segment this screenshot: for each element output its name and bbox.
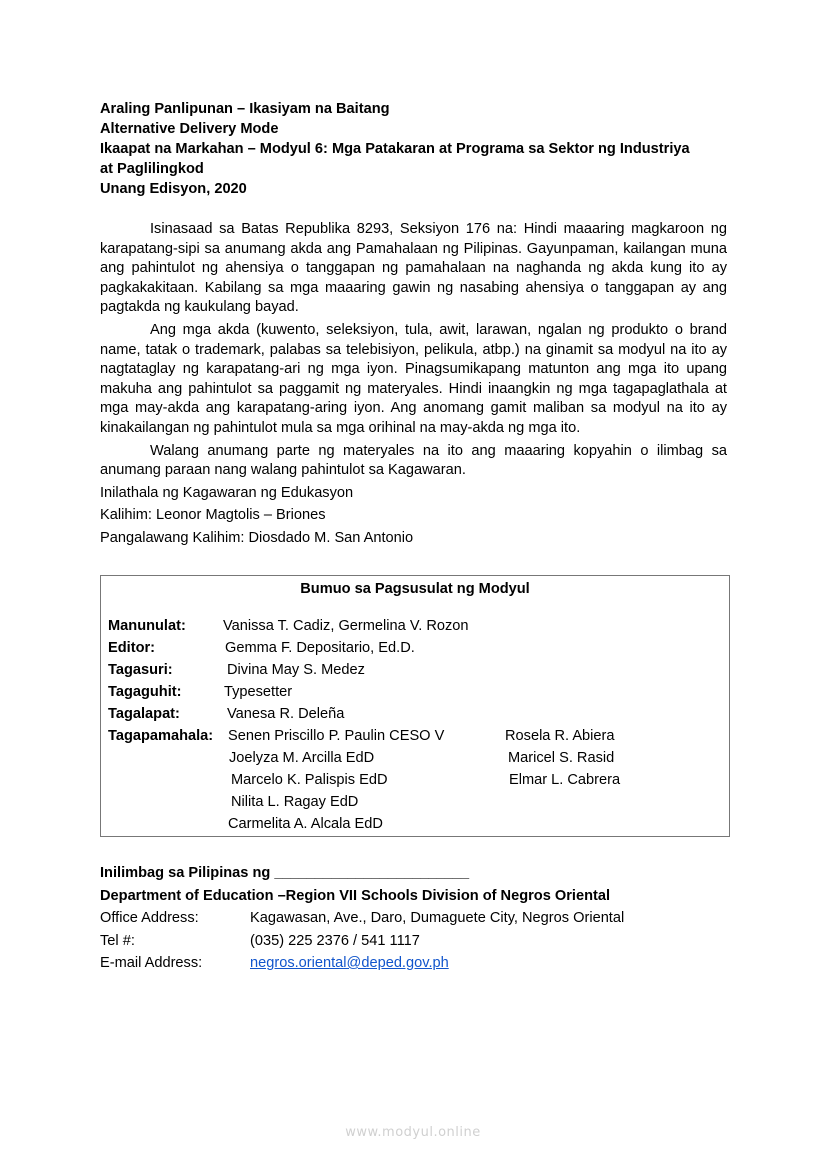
email-link[interactable]: negros.oriental@deped.gov.ph bbox=[250, 955, 449, 971]
document-body bbox=[100, 99, 727, 549]
manager-name: Joelyza M. Arcilla EdD bbox=[229, 750, 375, 766]
credit-label: Tagapamahala: bbox=[108, 728, 214, 744]
watermark: www.modyul.online bbox=[345, 1125, 481, 1140]
delivery-mode: Alternative Delivery Mode bbox=[100, 121, 279, 137]
manager-name: Nilita L. Ragay EdD bbox=[231, 794, 359, 810]
module-title: Ikaapat na Markahan – Modyul 6: Mga Patakaran at Programa sa Sektor ng Industriya bbox=[100, 141, 690, 157]
credit-value: Gemma F. Depositario, Ed.D. bbox=[225, 640, 415, 656]
manager-name: Elmar L. Cabrera bbox=[509, 772, 621, 788]
undersecretary-line: Pangalawang Kalihim: Diosdado M. San Antonio bbox=[100, 529, 414, 546]
credit-label: Tagaguhit: bbox=[108, 684, 182, 700]
manager-name: Rosela R. Abiera bbox=[505, 728, 615, 744]
credits-box bbox=[100, 575, 730, 837]
credit-label: Tagasuri: bbox=[108, 662, 173, 678]
module-title-cont: at Paglilingkod bbox=[100, 161, 204, 177]
managers-column-2 bbox=[505, 726, 620, 792]
email-row bbox=[100, 952, 740, 975]
manager-name: Marcelo K. Palispis EdD bbox=[231, 772, 388, 788]
printed-in-line: Inilimbag sa Pilipinas ng ________________________ bbox=[100, 865, 470, 881]
edition: Unang Edisyon, 2020 bbox=[100, 181, 247, 197]
secretary-line: Kalihim: Leonor Magtolis – Briones bbox=[100, 507, 326, 524]
copyright-paragraph: Isinasaad sa Batas Republika 8293, Seksiyon 176 na: Hindi maaaring magkaroon ng karapatang-sipi sa anumang akda ang Pamahalaan ng Pilipinas. Gayunpaman, kailangan muna ang pahintulot ng ahensiya o tanggapan ng pamahalaan na naghanda ng akda kung ito ay pagkakakitaan. Kabilang sa mga maaaring gawin ng nasabing ahensiya o tanggapan ay ang pagtakda ng kaukulang bayad. bbox=[100, 221, 727, 316]
credit-value: Vanesa R. Deleña bbox=[227, 706, 345, 722]
department-line: Department of Education –Region VII Schools Division of Negros Oriental bbox=[100, 887, 611, 904]
credits-title: Bumuo sa Pagsusulat ng Modyul bbox=[300, 581, 530, 597]
email-label: E-mail Address: bbox=[100, 955, 203, 971]
tel-label: Tel #: bbox=[100, 932, 135, 949]
office-address-value: Kagawasan, Ave., Daro, Dumaguete City, Negros Oriental bbox=[250, 910, 625, 926]
office-address-row bbox=[100, 907, 740, 930]
credit-value: Senen Priscillo P. Paulin CESO V bbox=[228, 728, 445, 744]
credit-label: Editor: bbox=[108, 640, 156, 656]
publisher-line: Inilathala ng Kagawaran ng Edukasyon bbox=[100, 484, 354, 501]
tel-row bbox=[100, 930, 740, 953]
reproduction-paragraph: Walang anumang parte ng materyales na ito ang maaaring kopyahin o ilimbag sa anumang paraan nang walang pahintulot sa Kagawaran. bbox=[100, 442, 727, 479]
publisher-info bbox=[100, 862, 740, 975]
credit-label: Tagalapat: bbox=[108, 706, 180, 722]
trademark-paragraph: Ang mga akda (kuwento, seleksiyon, tula, awit, larawan, ngalan ng produkto o brand name, tatak o trademark, palabas sa telebisiyon, pelikula, atbp.) na ginamit sa modyul na ito ay nagtataglay ng karapatang-ari ng mga iyon. Pinagsumikapang matunton ang mga ito upang makuha ang pahintulot sa paggamit ng materyales. Hindi inaangkin ng mga tagapaglathala at mga may-akda ang karapatang-aring iyon. Ang anomang gamit maliban sa modyul na ito ay kinakailangan ng pahintulot mula sa mga orihinal na may-akda ng mga ito. bbox=[100, 321, 727, 436]
document-header bbox=[100, 99, 727, 199]
tel-value: (035) 225 2376 / 541 1117 bbox=[250, 932, 420, 949]
credit-value: Vanissa T. Cadiz, Germelina V. Rozon bbox=[223, 618, 469, 634]
managers-column-1 bbox=[228, 748, 388, 836]
subject-title: Araling Panlipunan – Ikasiyam na Baitang bbox=[100, 101, 390, 117]
manager-name: Maricel S. Rasid bbox=[508, 750, 615, 766]
office-address-label: Office Address: bbox=[100, 910, 199, 926]
credit-value: Divina May S. Medez bbox=[227, 662, 365, 678]
credit-value: Typesetter bbox=[224, 684, 293, 700]
credit-label: Manunulat: bbox=[108, 618, 186, 634]
manager-name: Carmelita A. Alcala EdD bbox=[228, 816, 383, 832]
